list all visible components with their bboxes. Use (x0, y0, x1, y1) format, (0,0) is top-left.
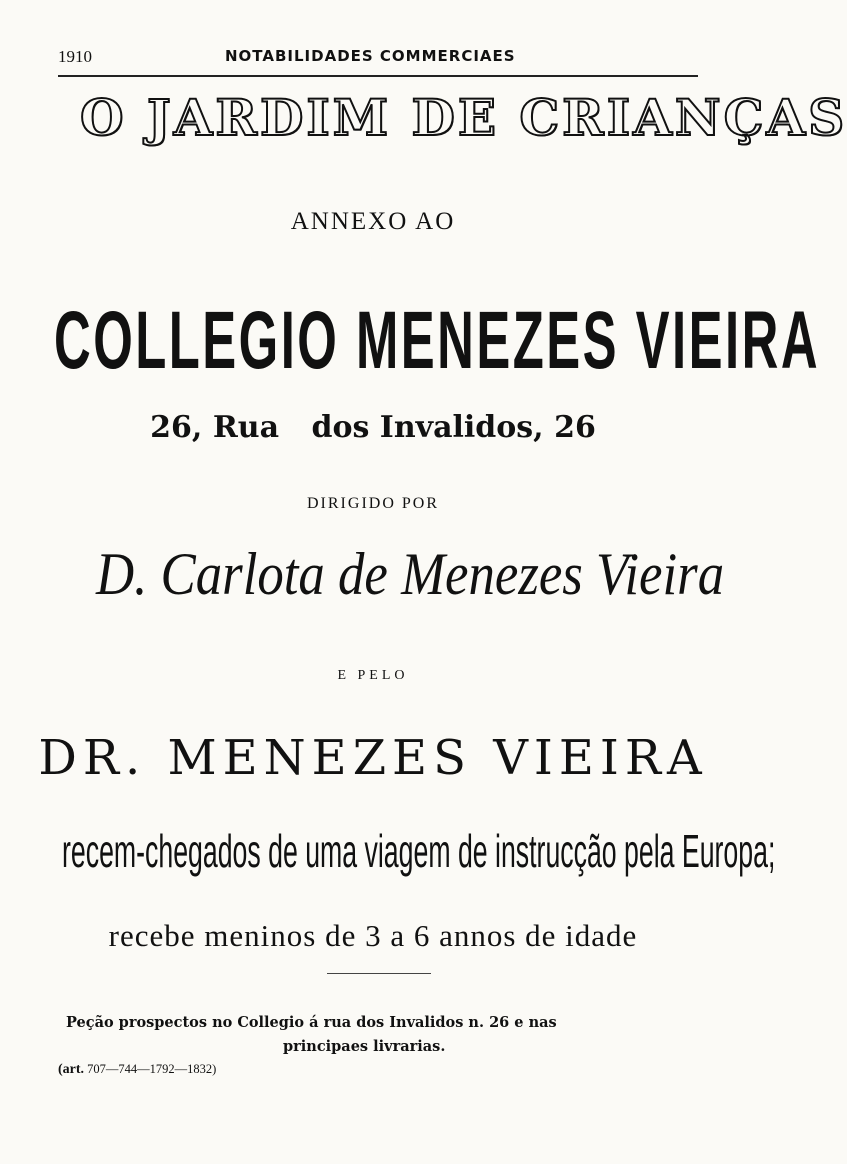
footer-reference (58, 1062, 216, 1078)
footer-line-1: Peção prospectos no Collegio á rua dos Invalidos n. 26 e nas (66, 1014, 557, 1031)
school-address (0, 410, 746, 445)
header-divider (58, 75, 698, 77)
address-number: 26, (150, 410, 203, 445)
header-title: NOTABILIDADES COMMERCIAES (225, 47, 516, 65)
doctor-name: DR. MENEZES VIEIRA (38, 730, 708, 786)
ad-title: O JARDIM DE CRIANÇAS (80, 88, 847, 147)
travel-note: recem-chegados de uma viagem de instrucção pela Europa; (62, 825, 776, 877)
school-name: COLLEGIO MENEZES VIEIRA (54, 295, 821, 386)
and-by-label: E PELO (337, 668, 409, 683)
director-name: D. Carlota de Menezes Vieira (96, 541, 725, 607)
address-number-2: 26 (554, 410, 596, 445)
directed-by-label: DIRIGIDO POR (307, 495, 439, 512)
address-street: Rua (212, 410, 280, 445)
header-year: 1910 (58, 47, 92, 66)
footer-divider (327, 973, 431, 974)
ad-subtitle: ANNEXO AO (290, 208, 456, 235)
footer-ref-prefix: (art. (58, 1062, 85, 1077)
footer-ref-numbers: 707—744—1792—1832) (87, 1062, 217, 1076)
address-name: dos Invalidos, (311, 410, 544, 445)
footer-line-2: principaes livrarias. (283, 1038, 446, 1055)
age-note: recebe meninos de 3 a 6 annos de idade (108, 918, 638, 953)
